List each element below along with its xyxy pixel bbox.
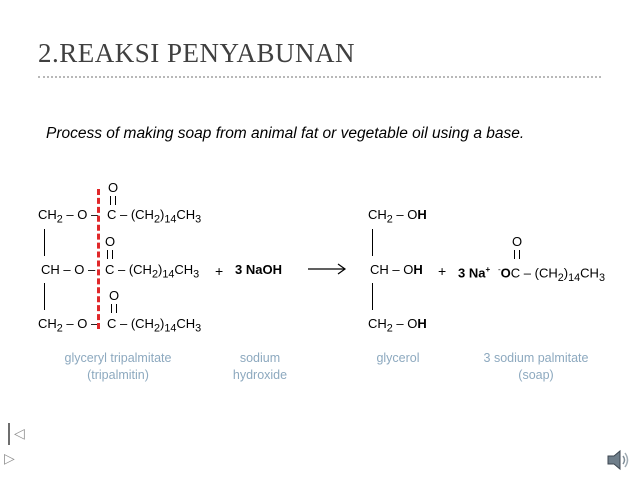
glycerol-bond-upper [372,229,373,256]
reactant-row1-left: $CH_2$ – O – [38,207,99,226]
carbonyl-oxygen-2: O [105,234,116,249]
glycerol-row1: $CH_2$ – OH [368,207,427,226]
label-glyceryl-tripalmitate [52,350,184,384]
slide-left-bar [8,423,10,445]
cleavage-line [97,189,100,329]
glycerol-row2: CH – OH [370,262,423,277]
label-sodium-hydroxide [225,350,295,384]
prev-slide-icon[interactable]: ◁ [14,425,25,441]
label-soap-line1: 3 sodium palmitate [483,351,589,365]
label-glyceryl-line1: glyceryl tripalmitate [64,351,172,365]
reaction-arrow-icon [308,262,348,276]
speaker-icon[interactable] [606,449,630,471]
label-glyceryl-line2: (tripalmitin) [87,368,149,382]
soap-carboxylate: $^-OC - (CH_2)_{14}CH_3$ [498,265,605,284]
soap-sodium: 3 Na+ [458,265,491,281]
double-bond-3 [111,304,117,313]
glycerol-bond-lower [372,283,373,310]
slide-subtitle: Process of making soap from animal fat or vegetable oil using a base. [46,125,525,142]
double-bond-1 [110,196,116,205]
carbonyl-oxygen-1: O [108,180,119,195]
label-soap-line2: (soap) [518,368,554,382]
label-sodium-palmitate [474,350,598,384]
next-slide-icon[interactable]: ▷ [4,450,15,466]
reactant-row3-left: $CH_2$ – O – [38,316,99,335]
backbone-bond-lower [44,283,45,310]
naoh-label: 3 NaOH [235,262,282,277]
soap-double-bond [514,250,520,259]
label-naoh-line2: hydroxide [232,368,288,382]
glycerol-row3: $CH_2$ – OH [368,316,427,335]
plus-sign-2: + [438,263,447,279]
reactant-row2-left: CH – O – [41,262,96,277]
label-glycerol: glycerol [376,351,420,365]
plus-sign-1: + [215,263,224,279]
reactant-row2-chain: C – $(CH_2)_{14}CH_3$ [105,262,200,281]
title-divider [38,76,601,78]
carbonyl-oxygen-3: O [109,288,120,303]
soap-carbonyl-oxygen: O [512,234,523,249]
slide-title: 2.REAKSI PENYABUNAN [38,38,356,68]
reactant-row3-chain: C – $(CH_2)_{14}CH_3$ [107,316,202,335]
reactant-row1-chain: C – $(CH_2)_{14}CH_3$ [107,207,202,226]
double-bond-2 [107,250,113,259]
backbone-bond-upper [44,229,45,256]
label-naoh-line1: sodium [239,351,281,365]
